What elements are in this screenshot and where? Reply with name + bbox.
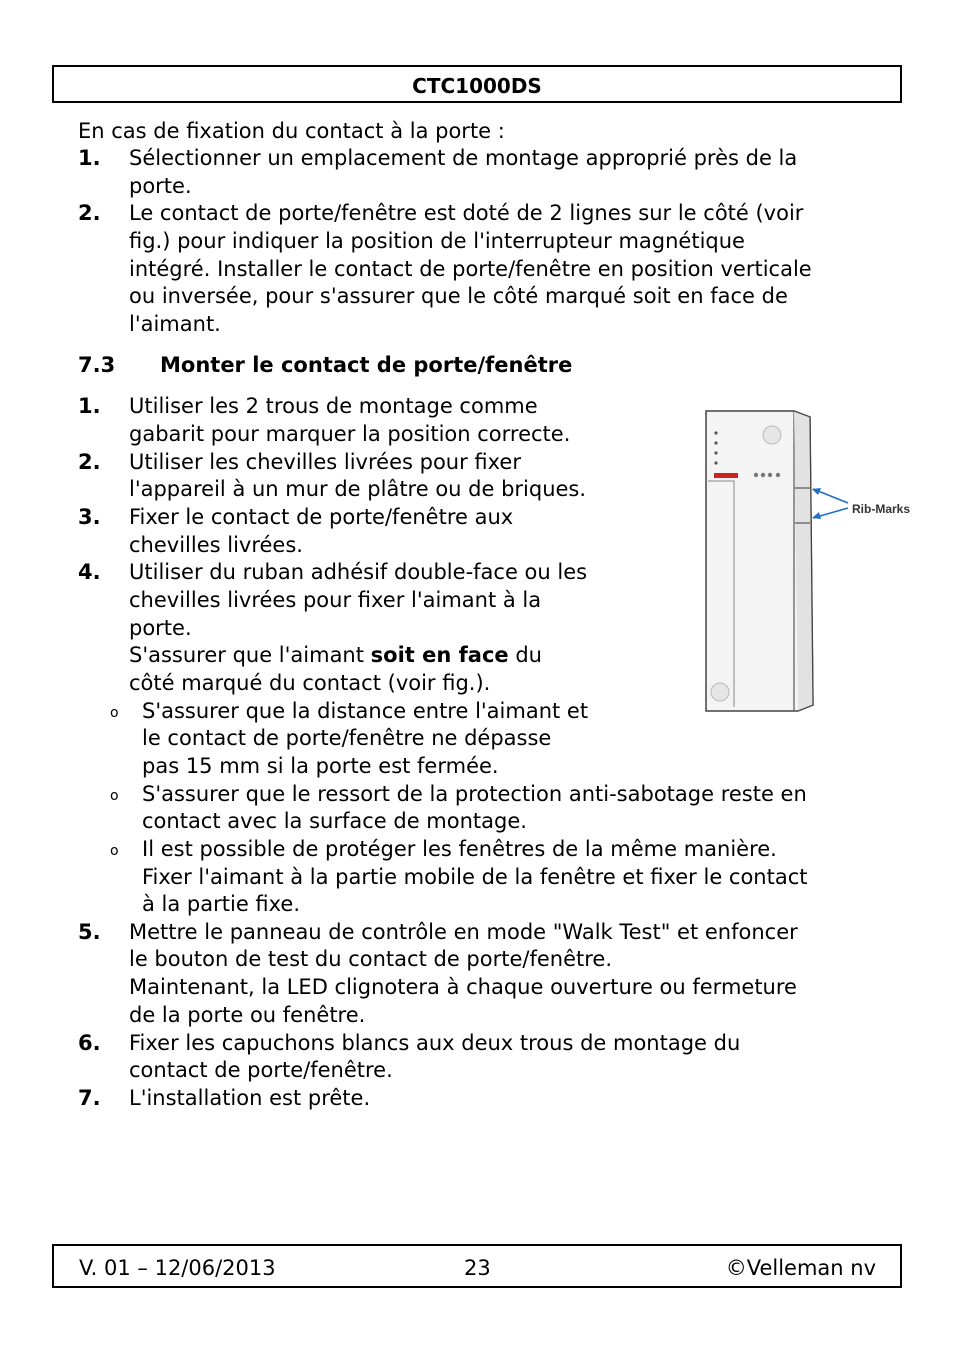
rib-arrow-lower	[812, 508, 848, 519]
item-text: gabarit pour marquer la position correcte.	[129, 422, 571, 446]
item-number: 6.	[78, 1031, 101, 1055]
bullet-mark: o	[110, 843, 119, 859]
section-number: 7.3	[78, 353, 116, 377]
item-number: 3.	[78, 505, 101, 529]
header-title: CTC1000DS	[412, 74, 542, 98]
bullet-text: à la partie fixe.	[142, 892, 301, 916]
item-text: porte.	[129, 616, 192, 640]
page-header	[52, 65, 902, 103]
item-text: chevilles livrées.	[129, 533, 303, 557]
item-text: Le contact de porte/fenêtre est doté de 2 lignes sur le côté (voir	[129, 201, 804, 225]
item-number: 2.	[78, 450, 101, 474]
item-text: l'aimant.	[129, 312, 221, 336]
footer-version: V. 01 – 12/06/2013	[79, 1256, 276, 1280]
item-text: Fixer les capuchons blancs aux deux trous de montage du	[129, 1031, 741, 1055]
footer-copyright: ©Velleman nv	[725, 1256, 876, 1280]
item-text: ou inversée, pour s'assurer que le côté marqué soit en face de	[129, 284, 788, 308]
item-text: chevilles livrées pour fixer l'aimant à la	[129, 588, 542, 612]
bullet-mark: o	[110, 788, 119, 804]
bullet-text: le contact de porte/fenêtre ne dépasse	[142, 726, 552, 750]
item-text: Utiliser du ruban adhésif double-face ou les	[129, 560, 588, 584]
bullet-text: pas 15 mm si la porte est fermée.	[142, 754, 499, 778]
item-number: 1.	[78, 146, 101, 170]
item-text: intégré. Installer le contact de porte/fenêtre en position verticale	[129, 257, 812, 281]
item-text: L'installation est prête.	[129, 1086, 371, 1110]
section-title: Monter le contact de porte/fenêtre	[160, 353, 573, 377]
red-marker	[714, 473, 738, 478]
bullet-text: contact avec la surface de montage.	[142, 809, 527, 833]
item-text: fig.) pour indiquer la position de l'interrupteur magnétique	[129, 229, 745, 253]
item-number: 4.	[78, 560, 101, 584]
intro-text: En cas de fixation du contact à la porte :	[78, 119, 505, 143]
note-emphasis: soit en face	[370, 643, 509, 667]
item-number: 7.	[78, 1086, 101, 1110]
item-text: Mettre le panneau de contrôle en mode "Walk Test" et enfoncer	[129, 920, 798, 944]
item-text: porte.	[129, 174, 192, 198]
bullet-text: Fixer l'aimant à la partie mobile de la fenêtre et fixer le contact	[142, 865, 808, 889]
item-text: de la porte ou fenêtre.	[129, 1003, 366, 1027]
item-text: le bouton de test du contact de porte/fenêtre.	[129, 947, 612, 971]
item-number: 2.	[78, 201, 101, 225]
page-number: 23	[464, 1256, 491, 1280]
page-footer	[52, 1244, 902, 1288]
item-text: Utiliser les 2 trous de montage comme	[129, 394, 538, 418]
item-note	[129, 641, 542, 669]
bullet-text: Il est possible de protéger les fenêtres de la même manière.	[142, 837, 777, 861]
section-heading	[78, 351, 572, 379]
rib-marks-label: Rib-Marks	[852, 502, 911, 516]
item-text: Fixer le contact de porte/fenêtre aux	[129, 505, 514, 529]
bullet-text: S'assurer que le ressort de la protection anti-sabotage reste en	[142, 782, 807, 806]
note-text: du	[508, 643, 542, 667]
item-text: Maintenant, la LED clignotera à chaque ouverture ou fermeture	[129, 975, 797, 999]
rib-arrow-upper	[812, 488, 848, 503]
bullet-text: S'assurer que la distance entre l'aimant et	[142, 699, 589, 723]
item-text: contact de porte/fenêtre.	[129, 1058, 393, 1082]
door-contact-illustration	[700, 405, 930, 720]
bullet-mark: o	[110, 705, 119, 721]
note-text: S'assurer que l'aimant	[129, 643, 371, 667]
item-text: l'appareil à un mur de plâtre ou de briques.	[129, 477, 587, 501]
item-text: côté marqué du contact (voir fig.).	[129, 671, 491, 695]
item-number: 1.	[78, 394, 101, 418]
item-text: Utiliser les chevilles livrées pour fixer	[129, 450, 521, 474]
device-figure	[700, 405, 930, 720]
item-text: Sélectionner un emplacement de montage approprié près de la	[129, 146, 798, 170]
item-number: 5.	[78, 920, 101, 944]
